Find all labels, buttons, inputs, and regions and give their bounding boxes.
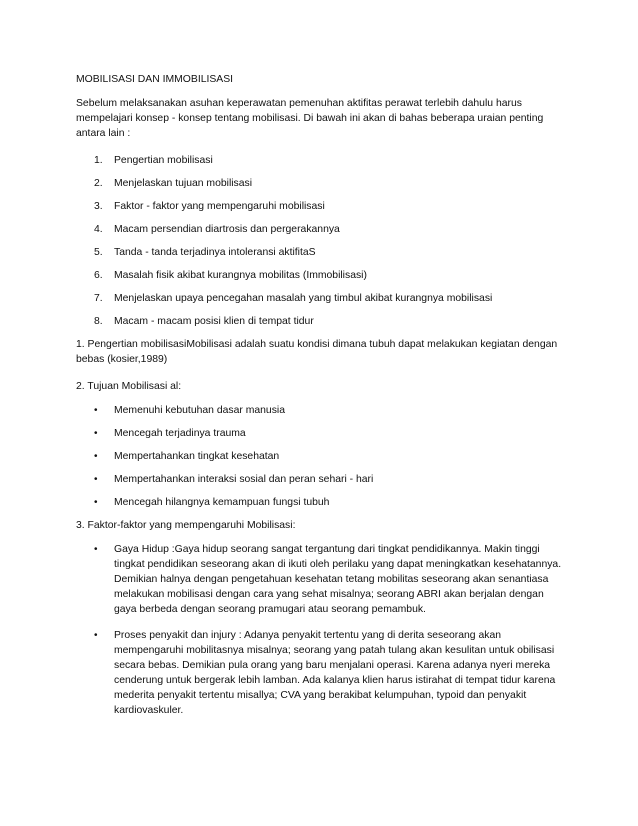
list-item bbox=[76, 153, 566, 168]
section-2-heading: 2. Tujuan Mobilisasi al: bbox=[76, 381, 182, 392]
list-item bbox=[76, 542, 566, 617]
section-1-definition: 1. Pengertian mobilisasiMobilisasi adalah suatu kondisi dimana tubuh dapat melakukan kegiatan dengan bebas (kosier,1989) bbox=[76, 339, 558, 365]
list-item bbox=[76, 176, 566, 191]
list-item bbox=[76, 222, 566, 237]
list-item bbox=[76, 426, 566, 441]
list-item-text: Faktor - faktor yang mempengaruhi mobilisasi bbox=[114, 201, 325, 212]
list-item bbox=[76, 449, 566, 464]
list-item bbox=[76, 268, 566, 283]
bullet-icon: • bbox=[94, 544, 98, 555]
bullet-icon: • bbox=[94, 497, 98, 508]
list-item-text: Mempertahankan tingkat kesehatan bbox=[114, 451, 280, 462]
list-number: 4. bbox=[94, 224, 103, 235]
list-item bbox=[76, 291, 566, 306]
list-item-text: Proses penyakit dan injury : Adanya penyakit tertentu yang di derita seseorang akan mempengaruhi mobilitasnya misalnya; seorang yang patah tulang akan kesulitan untuk obilisasi secara bebas. Demikian pula orang yang baru menjalani operasi. Karena adanya nyeri mereka cenderung untuk bergerak lebih lamban. Ada kalanya klien harus istirahat di tempat tidur karena mederita penyakit tertentu misallya; CVA yang berakibat kelumpuhan, typoid dan penyakit kardiovaskuler. bbox=[114, 630, 556, 716]
list-item-text: Mencegah terjadinya trauma bbox=[114, 428, 246, 439]
list-item-text: Menjelaskan tujuan mobilisasi bbox=[114, 178, 253, 189]
list-item-text: Macam persendian diartrosis dan pergerakannya bbox=[114, 224, 340, 235]
bullet-icon: • bbox=[94, 451, 98, 462]
list-item bbox=[76, 628, 566, 718]
list-number: 2. bbox=[94, 178, 103, 189]
section-2-bullet-list bbox=[76, 403, 566, 510]
list-number: 6. bbox=[94, 270, 103, 281]
list-item-text: Gaya Hidup :Gaya hidup seorang sangat tergantung dari tingkat pendidikannya. Makin tinggi tingkat pendidikan seseorang akan di ikuti oleh perilaku yang dapat meningkatkan kesehatannya. Demikian halnya dengan pengetahuan kesehatan tetang mobilitas seseorang akan senantiasa melakukan mobilisasi dengan cara yang sehat misalnya; seorang ABRI akan berjalan dengan gaya berbeda dengan seorang pramugari atau seorang pemambuk. bbox=[114, 544, 562, 615]
list-number: 7. bbox=[94, 293, 103, 304]
list-item-text: Mempertahankan interaksi sosial dan peran sehari - hari bbox=[114, 474, 374, 485]
bullet-icon: • bbox=[94, 474, 98, 485]
list-number: 8. bbox=[94, 316, 103, 327]
list-item-text: Memenuhi kebutuhan dasar manusia bbox=[114, 405, 285, 416]
list-item bbox=[76, 199, 566, 214]
bullet-icon: • bbox=[94, 428, 98, 439]
list-item bbox=[76, 403, 566, 418]
document-title: MOBILISASI DAN IMMOBILISASI bbox=[76, 74, 234, 85]
section-3-bullet-list bbox=[76, 542, 566, 718]
list-item bbox=[76, 495, 566, 510]
section-3-heading: 3. Faktor-faktor yang mempengaruhi Mobilisasi: bbox=[76, 520, 296, 531]
list-item bbox=[76, 314, 566, 329]
intro-paragraph: Sebelum melaksanakan asuhan keperawatan pemenuhan aktifitas perawat terlebih dahulu harus mempelajari konsep - konsep tentang mobilisasi. Di bawah ini akan di bahas beberapa uraian penting antara lain : bbox=[76, 98, 544, 139]
document-page bbox=[76, 72, 566, 729]
list-item bbox=[76, 472, 566, 487]
list-item-text: Mencegah hilangnya kemampuan fungsi tubuh bbox=[114, 497, 330, 508]
list-item-text: Masalah fisik akibat kurangnya mobilitas (Immobilisasi) bbox=[114, 270, 367, 281]
list-number: 1. bbox=[94, 155, 103, 166]
list-item-text: Menjelaskan upaya pencegahan masalah yang timbul akibat kurangnya mobilisasi bbox=[114, 293, 493, 304]
list-item bbox=[76, 245, 566, 260]
list-number: 5. bbox=[94, 247, 103, 258]
bullet-icon: • bbox=[94, 630, 98, 641]
bullet-icon: • bbox=[94, 405, 98, 416]
list-number: 3. bbox=[94, 201, 103, 212]
list-item-text: Macam - macam posisi klien di tempat tidur bbox=[114, 316, 314, 327]
objectives-list bbox=[76, 153, 566, 329]
list-item-text: Tanda - tanda terjadinya intoleransi aktifitaS bbox=[114, 247, 316, 258]
list-item-text: Pengertian mobilisasi bbox=[114, 155, 213, 166]
